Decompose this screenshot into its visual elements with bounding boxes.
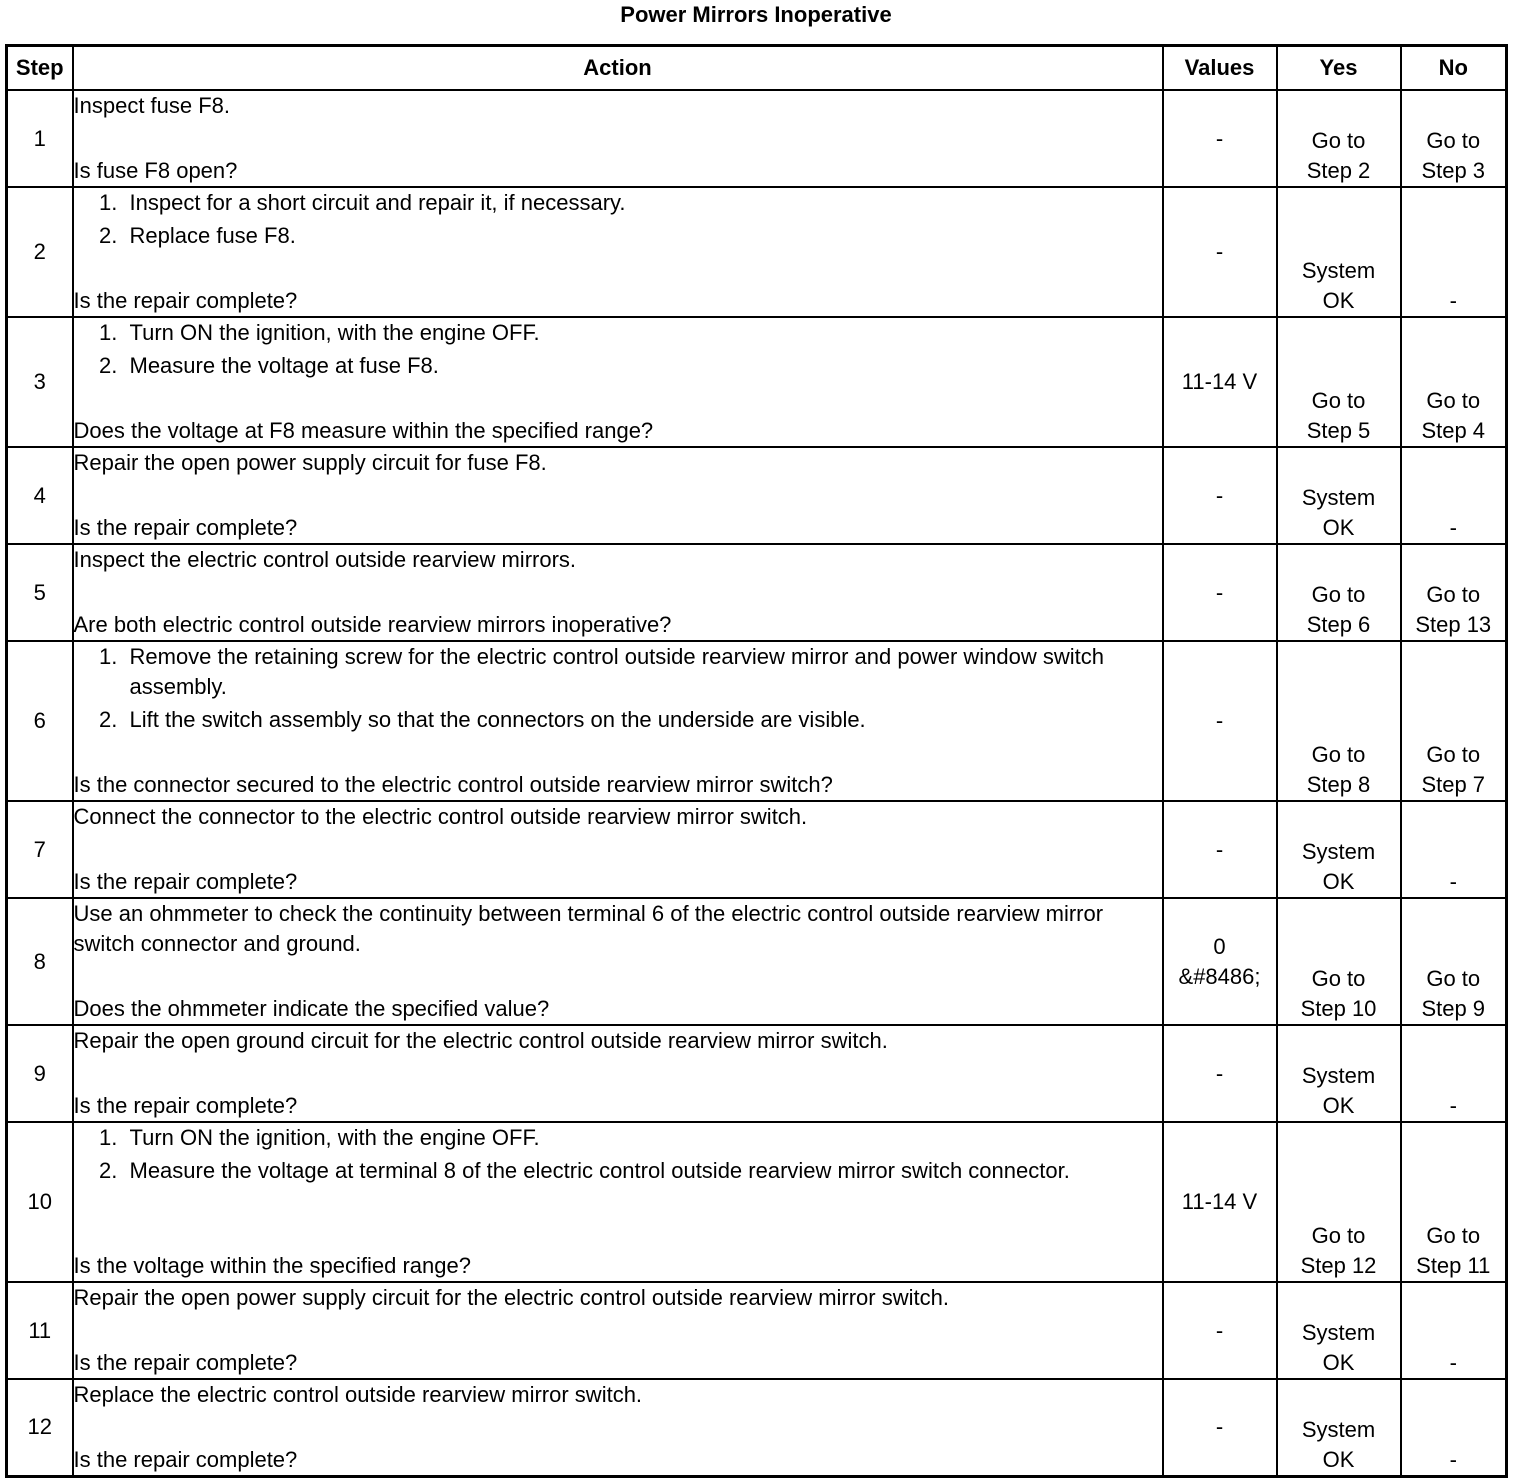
action-cell (73, 641, 1163, 801)
yes-line: OK (1322, 515, 1355, 540)
yes-line: Step 10 (1300, 996, 1377, 1021)
action-step-item: 1. Turn ON the ignition, with the engine OFF. (124, 318, 1162, 348)
no-line: Go to (1426, 1223, 1481, 1248)
action-intro: Connect the connector to the electric control outside rearview mirror switch. (73, 804, 808, 829)
no-line: Step 9 (1421, 996, 1486, 1021)
yes-cell (1277, 1282, 1401, 1379)
action-question: Does the ohmmeter indicate the specified value? (73, 996, 550, 1021)
table-body (7, 90, 1507, 1476)
yes-line: Step 5 (1306, 418, 1371, 443)
no-cell (1401, 1122, 1507, 1282)
table-row (7, 90, 1507, 187)
action-step-item: 2. Lift the switch assembly so that the connectors on the underside are visible. (124, 705, 1162, 735)
action-steps-list (74, 318, 1162, 381)
values-cell (1163, 801, 1277, 898)
table-row (7, 187, 1507, 317)
yes-line: System (1301, 1320, 1376, 1345)
no-cell (1401, 187, 1507, 317)
no-line: Step 3 (1421, 158, 1486, 183)
no-cell (1401, 1379, 1507, 1476)
yes-line: OK (1322, 869, 1355, 894)
value-line: 0 (1213, 933, 1226, 959)
step-number: 9 (7, 1025, 73, 1122)
step-number: 2 (7, 187, 73, 317)
step-number: 4 (7, 447, 73, 544)
yes-line: Go to (1311, 582, 1366, 607)
values-cell (1163, 641, 1277, 801)
yes-cell (1277, 898, 1401, 1025)
step-number: 7 (7, 801, 73, 898)
header-step: Step (7, 46, 73, 91)
action-question: Is the repair complete? (73, 1350, 298, 1375)
values-cell (1163, 1282, 1277, 1379)
action-content (74, 899, 1162, 1024)
action-cell (73, 317, 1163, 447)
action-question: Is the repair complete? (73, 1093, 298, 1118)
yes-line: OK (1322, 1093, 1355, 1118)
no-cell (1401, 641, 1507, 801)
value-line: - (1215, 239, 1224, 264)
action-step-item: 1. Remove the retaining screw for the electric control outside rearview mirror and power window switch assembly. (124, 642, 1162, 702)
no-line: Go to (1426, 742, 1481, 767)
no-line: - (1449, 1093, 1457, 1118)
values-cell (1163, 1122, 1277, 1282)
action-content (74, 1283, 1162, 1378)
values-cell (1163, 1025, 1277, 1122)
yes-line: System (1301, 839, 1376, 864)
action-cell (73, 187, 1163, 317)
step-number: 5 (7, 544, 73, 641)
action-cell (73, 90, 1163, 187)
action-step-item: 1. Inspect for a short circuit and repair it, if necessary. (124, 188, 1162, 218)
no-line: Step 4 (1421, 418, 1486, 443)
no-line: Step 13 (1415, 612, 1492, 637)
action-instructions (74, 188, 1162, 251)
step-number: 3 (7, 317, 73, 447)
yes-line: Go to (1311, 966, 1366, 991)
action-content (74, 1026, 1162, 1121)
yes-cell (1277, 1379, 1401, 1476)
no-cell (1401, 898, 1507, 1025)
action-instructions (74, 318, 1162, 381)
action-content (74, 802, 1162, 897)
no-line: Go to (1426, 128, 1481, 153)
yes-cell (1277, 1122, 1401, 1282)
table-row (7, 447, 1507, 544)
no-line: Go to (1426, 582, 1481, 607)
yes-line: Go to (1311, 1223, 1366, 1248)
action-instructions (74, 899, 1162, 959)
action-intro: Inspect the electric control outside rearview mirrors. (73, 547, 577, 572)
yes-line: OK (1322, 288, 1355, 313)
yes-cell (1277, 641, 1401, 801)
value-line: - (1215, 579, 1224, 605)
header-no: No (1401, 46, 1507, 91)
action-question: Are both electric control outside rearview mirrors inoperative? (73, 612, 672, 637)
action-instructions (74, 448, 1162, 478)
action-steps-list (74, 642, 1162, 735)
yes-line: OK (1322, 1446, 1355, 1472)
table-row (7, 1282, 1507, 1379)
action-question: Is the repair complete? (73, 515, 298, 540)
value-line: - (1215, 836, 1224, 862)
yes-line: Step 2 (1306, 158, 1371, 183)
yes-cell (1277, 447, 1401, 544)
no-line: Go to (1426, 388, 1481, 413)
table-row (7, 1122, 1507, 1282)
value-line: 11-14 V (1181, 1189, 1258, 1214)
action-step-item: 2. Measure the voltage at fuse F8. (124, 351, 1162, 381)
action-intro: Use an ohmmeter to check the continuity between terminal 6 of the electric control outside rearview mirror switch connector and ground. (73, 901, 1104, 956)
action-content (74, 1123, 1162, 1281)
no-line: Step 7 (1421, 772, 1486, 797)
action-cell (73, 801, 1163, 898)
table-header-row (7, 46, 1507, 91)
values-cell (1163, 544, 1277, 641)
table-row (7, 544, 1507, 641)
header-action: Action (73, 46, 1163, 91)
action-cell (73, 1282, 1163, 1379)
yes-line: Step 6 (1306, 612, 1371, 637)
action-content (74, 642, 1162, 800)
action-content (74, 318, 1162, 446)
action-intro: Repair the open power supply circuit for the electric control outside rearview mirror switch. (73, 1285, 949, 1310)
action-instructions (74, 1123, 1162, 1186)
action-instructions (74, 91, 1162, 121)
step-number: 10 (7, 1122, 73, 1282)
value-line: - (1215, 125, 1224, 151)
no-cell (1401, 447, 1507, 544)
values-cell (1163, 898, 1277, 1025)
yes-cell (1277, 90, 1401, 187)
action-cell (73, 544, 1163, 641)
yes-line: System (1301, 485, 1376, 510)
action-intro: Replace the electric control outside rearview mirror switch. (73, 1382, 643, 1407)
action-question: Is the repair complete? (73, 869, 298, 894)
table-row (7, 1379, 1507, 1476)
action-steps-list (74, 188, 1162, 251)
no-cell (1401, 317, 1507, 447)
yes-line: System (1301, 1416, 1376, 1442)
step-number: 1 (7, 90, 73, 187)
action-cell (73, 1122, 1163, 1282)
action-question: Is the voltage within the specified range? (73, 1253, 471, 1278)
value-line: - (1215, 1317, 1224, 1343)
header-values: Values (1163, 46, 1277, 91)
yes-cell (1277, 1025, 1401, 1122)
value-line: - (1215, 482, 1224, 508)
action-instructions (74, 802, 1162, 832)
yes-line: Go to (1311, 742, 1366, 767)
yes-line: Step 8 (1306, 772, 1371, 797)
value-line: 11-14 V (1181, 369, 1258, 394)
action-step-item: 1. Turn ON the ignition, with the engine OFF. (124, 1123, 1162, 1153)
action-steps-list (74, 1123, 1162, 1186)
values-cell (1163, 90, 1277, 187)
no-cell (1401, 544, 1507, 641)
yes-line: Go to (1311, 128, 1366, 153)
value-line: &#8486; (1178, 963, 1261, 989)
action-content (74, 545, 1162, 640)
action-cell (73, 898, 1163, 1025)
yes-line: System (1301, 1063, 1376, 1088)
action-instructions (74, 545, 1162, 575)
action-cell (73, 447, 1163, 544)
yes-cell (1277, 317, 1401, 447)
action-content (74, 91, 1162, 186)
step-number: 11 (7, 1282, 73, 1379)
action-intro: Repair the open power supply circuit for fuse F8. (73, 450, 547, 475)
values-cell (1163, 1379, 1277, 1476)
values-cell (1163, 317, 1277, 447)
no-cell (1401, 1282, 1507, 1379)
yes-line: Step 12 (1300, 1253, 1377, 1278)
yes-line: OK (1322, 1350, 1355, 1375)
table-row (7, 898, 1507, 1025)
action-step-item: 2. Replace fuse F8. (124, 221, 1162, 251)
value-line: - (1215, 1060, 1224, 1086)
action-instructions (74, 1026, 1162, 1056)
action-cell (73, 1025, 1163, 1122)
no-cell (1401, 1025, 1507, 1122)
action-question: Is the connector secured to the electric control outside rearview mirror switch? (73, 772, 833, 797)
action-intro: Repair the open ground circuit for the electric control outside rearview mirror switch. (73, 1028, 888, 1053)
action-cell (73, 1379, 1163, 1476)
diagnostic-table (5, 44, 1508, 1478)
action-instructions (74, 1380, 1162, 1410)
yes-line: System (1301, 258, 1376, 283)
action-content (74, 188, 1162, 316)
step-number: 12 (7, 1379, 73, 1476)
table-row (7, 801, 1507, 898)
values-cell (1163, 447, 1277, 544)
yes-cell (1277, 544, 1401, 641)
no-line: - (1449, 1350, 1457, 1375)
no-line: - (1449, 288, 1457, 313)
no-line: - (1449, 1446, 1457, 1472)
yes-cell (1277, 801, 1401, 898)
no-cell (1401, 801, 1507, 898)
table-row (7, 641, 1507, 801)
action-content (74, 1380, 1162, 1475)
action-question: Is the repair complete? (73, 288, 298, 313)
table-row (7, 317, 1507, 447)
action-instructions (74, 1283, 1162, 1313)
header-yes: Yes (1277, 46, 1401, 91)
value-line: - (1215, 708, 1224, 733)
action-question: Is fuse F8 open? (73, 158, 238, 183)
yes-line: Go to (1311, 388, 1366, 413)
no-line: Go to (1426, 966, 1481, 991)
no-line: Step 11 (1416, 1253, 1491, 1278)
step-number: 8 (7, 898, 73, 1025)
action-question: Is the repair complete? (73, 1446, 298, 1472)
action-instructions (74, 642, 1162, 735)
action-content (74, 448, 1162, 543)
no-line: - (1449, 515, 1457, 540)
yes-cell (1277, 187, 1401, 317)
value-line: - (1215, 1414, 1224, 1440)
action-intro: Inspect fuse F8. (73, 93, 231, 118)
page-title: Power Mirrors Inoperative (620, 2, 892, 27)
action-step-item: 2. Measure the voltage at terminal 8 of the electric control outside rearview mirror switch connector. (124, 1156, 1162, 1186)
action-question: Does the voltage at F8 measure within the specified range? (73, 418, 654, 443)
step-number: 6 (7, 641, 73, 801)
no-cell (1401, 90, 1507, 187)
table-row (7, 1025, 1507, 1122)
no-line: - (1449, 869, 1457, 894)
values-cell (1163, 187, 1277, 317)
